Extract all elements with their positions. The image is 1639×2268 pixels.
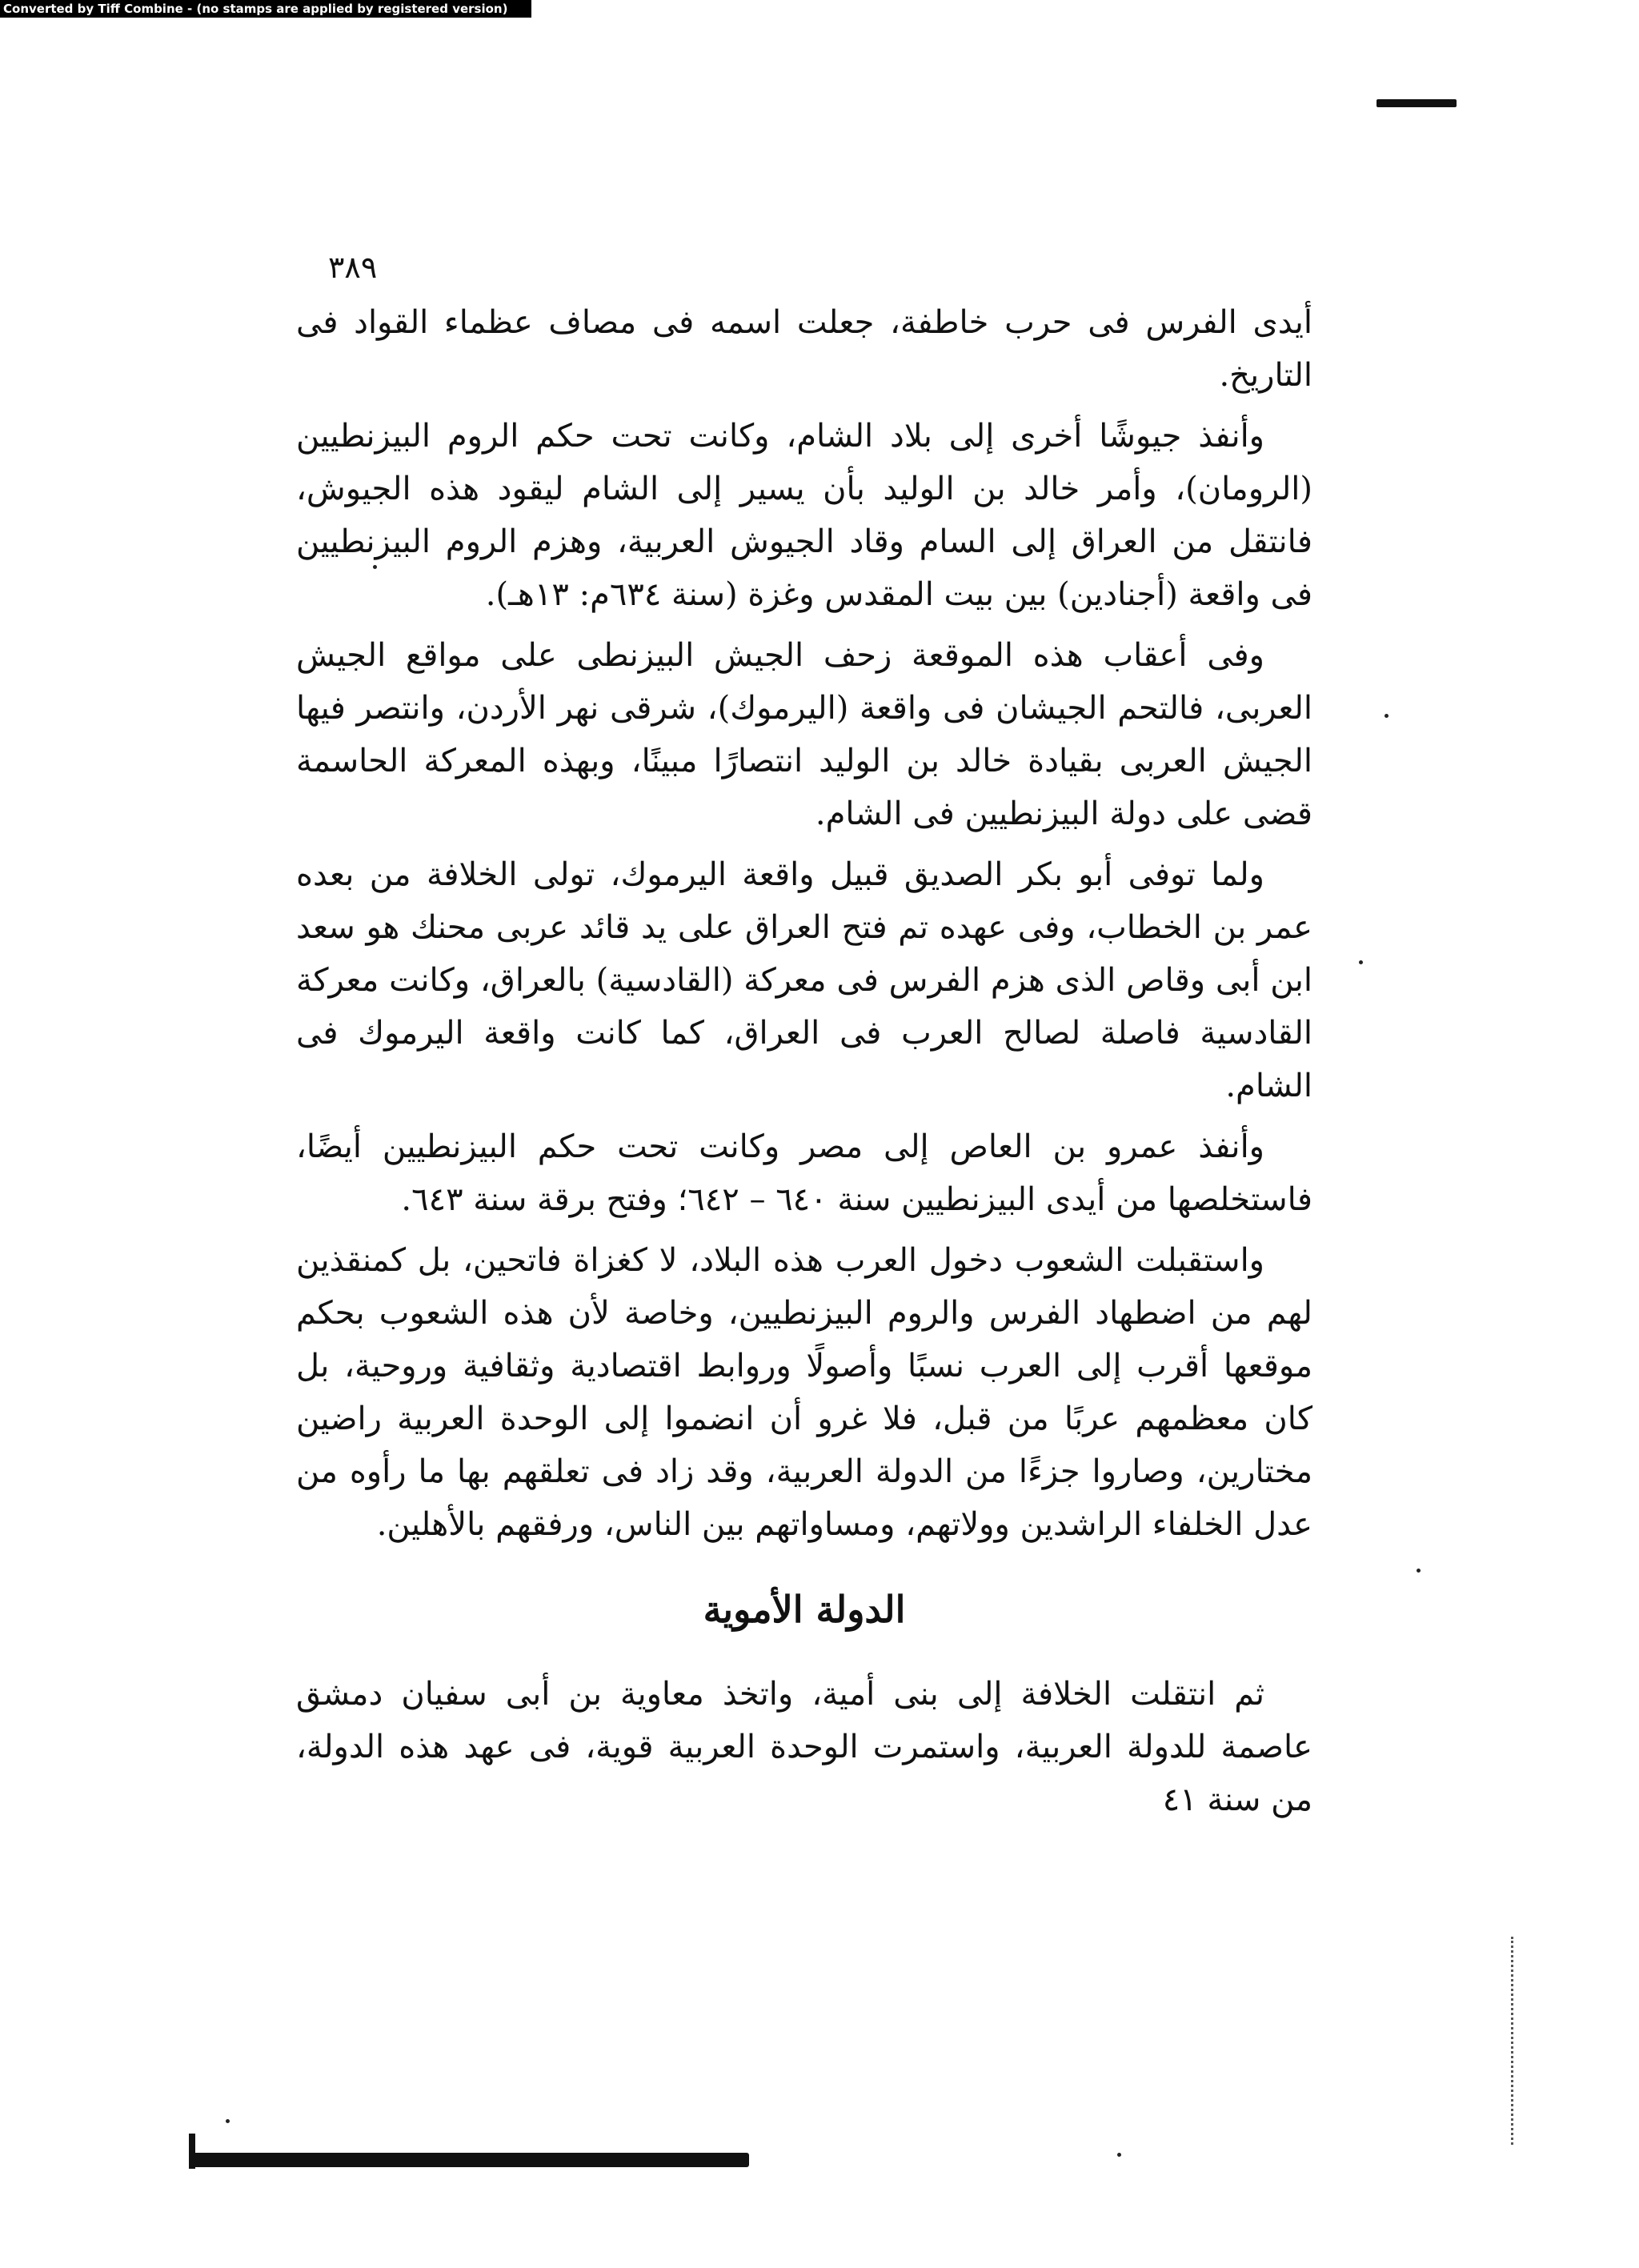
page-number: ٣٨٩	[328, 250, 378, 285]
scan-speck	[1117, 2153, 1121, 2157]
paragraph: وأنفذ عمرو بن العاص إلى مصر وكانت تحت حكم البيزنطيين أيضًا، فاستخلصها من أيدى البيزنطيين سنة ٦٤٠ – ٦٤٢؛ وفتح برقة سنة ٦٤٣.	[296, 1128, 1312, 1218]
scan-speck	[1359, 960, 1363, 964]
scan-speck	[373, 565, 377, 569]
scan-speck	[1417, 1569, 1421, 1573]
paragraph: ولما توفى أبو بكر الصديق قبيل واقعة اليرموك، تولى الخلافة من بعده عمر بن الخطاب، وفى عهده تم فتح العراق على يد قائد عربى محنك هو سعد ابن أبى وقاص الذى هزم الفرس فى معركة (القادسية) بالعراق، وكانت معركة القادسية فاصلة لصالح العرب فى العراق، كما كانت واقعة اليرموك فى الشام.	[296, 856, 1312, 1104]
section-heading: الدولة الأموية	[703, 1588, 906, 1631]
body-text	[296, 296, 1312, 1834]
paragraph: ثم انتقلت الخلافة إلى بنى أمية، واتخذ معاوية بن أبى سفيان دمشق عاصمة للدولة العربية، واستمرت الوحدة العربية قوية، فى عهد هذه الدولة، من سنة ٤١	[296, 1676, 1312, 1818]
paragraph: واستقبلت الشعوب دخول العرب هذه البلاد، لا كغزاة فاتحين، بل كمنقذين لهم من اضطهاد الفرس والروم البيزنطيين، وخاصة لأن هذه الشعوب بحكم موقعها أقرب إلى العرب نسبًا وأصولًا وروابط اقتصادية وثقافية وروحية، بل كان معظمهم عربًا من قبل، فلا غرو أن انضموا إلى الوحدة العربية راضين مختارين، وصاروا جزءًا من الدولة العربية، وقد زاد فى تعلقهم بها ما رأوه من عدل الخلفاء الراشدين وولاتهم، ومساواتهم بين الناس، ورفقهم بالأهلين.	[296, 1242, 1313, 1543]
top-rule	[1377, 99, 1457, 107]
converter-banner: Converted by Tiff Combine - (no stamps are applied by registered version)	[0, 0, 531, 18]
bottom-rule	[189, 2153, 749, 2167]
scan-speck	[226, 2119, 230, 2123]
paragraph: وفى أعقاب هذه الموقعة زحف الجيش البيزنطى على مواقع الجيش العربى، فالتحم الجيشان فى واقعة (اليرموك)، شرقى نهر الأردن، وانتصر فيها الجيش العربى بقيادة خالد بن الوليد انتصارًا مبينًا، وبهذه المعركة الحاسمة قضى على دولة البيزنطيين فى الشام.	[296, 637, 1312, 832]
margin-scan-marks	[1511, 1937, 1517, 2145]
scan-speck	[1385, 714, 1389, 718]
paragraph: أيدى الفرس فى حرب خاطفة، جعلت اسمه فى مصاف عظماء القواد فى التاريخ.	[296, 304, 1312, 394]
paragraph: وأنفذ جيوشًا أخرى إلى بلاد الشام، وكانت تحت حكم الروم البيزنطيين (الرومان)، وأمر خالد بن الوليد بأن يسير إلى الشام ليقود هذه الجيوش، فانتقل من العراق إلى السام وقاد الجيوش العربية، وهزم الروم البيزنطيين فى واقعة (أجنادين) بين بيت المقدس وغزة (سنة ٦٣٤م: ١٣هـ).	[296, 418, 1312, 613]
